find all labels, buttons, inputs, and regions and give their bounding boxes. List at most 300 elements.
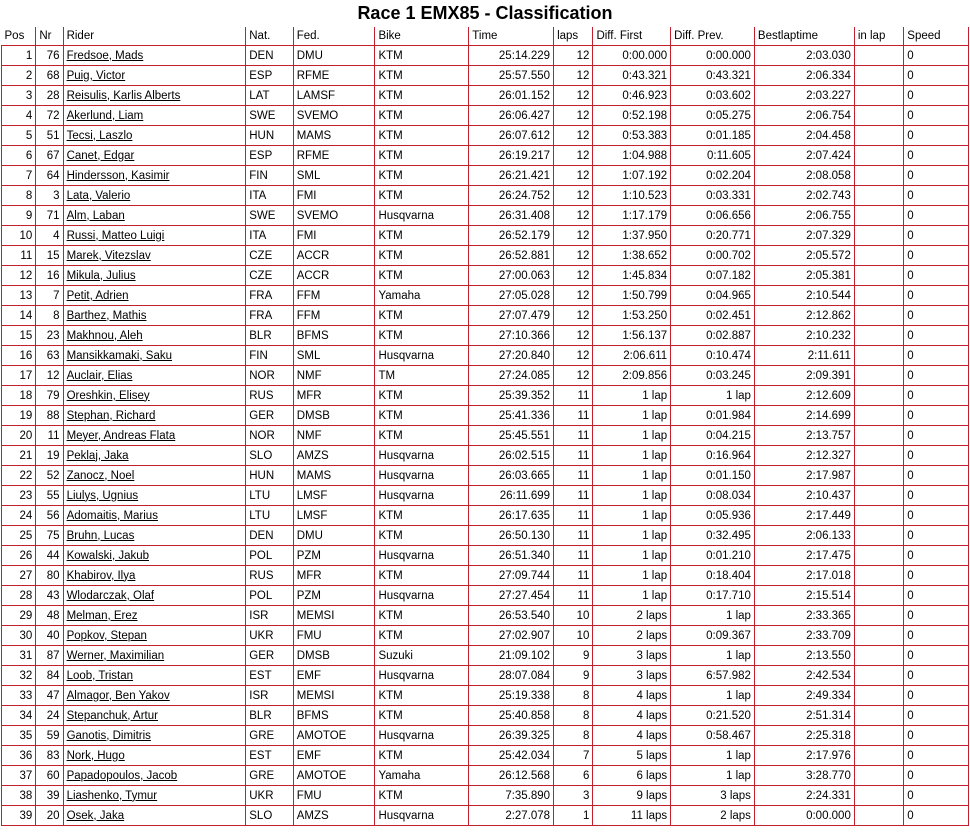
cell-bike: KTM bbox=[375, 526, 469, 546]
cell-diff-prev: 0:04.965 bbox=[671, 286, 755, 306]
cell-time: 25:41.336 bbox=[469, 406, 554, 426]
cell-diff-first: 0:43.321 bbox=[593, 66, 671, 86]
cell-speed: 0 bbox=[904, 486, 969, 506]
cell-speed: 0 bbox=[904, 526, 969, 546]
cell-in-lap bbox=[854, 666, 903, 686]
cell-bike: Husqvarna bbox=[375, 446, 469, 466]
table-row bbox=[2, 466, 969, 486]
cell-diff-prev: 0:02.204 bbox=[671, 166, 755, 186]
cell-in-lap bbox=[854, 206, 903, 226]
cell-time: 25:42.034 bbox=[469, 746, 554, 766]
cell-rider bbox=[63, 566, 246, 586]
table-row bbox=[2, 246, 969, 266]
rider-link[interactable]: Stepanchuk, Artur bbox=[66, 709, 158, 722]
cell-nat: NOR bbox=[246, 426, 293, 446]
rider-link[interactable]: Khabirov, Ilya bbox=[66, 569, 136, 582]
cell-fed: ACCR bbox=[293, 266, 375, 286]
cell-rider bbox=[63, 506, 246, 526]
cell-in-lap bbox=[854, 486, 903, 506]
cell-time: 27:10.366 bbox=[469, 326, 554, 346]
cell-laps: 12 bbox=[554, 186, 593, 206]
cell-time: 27:05.028 bbox=[469, 286, 554, 306]
cell-rider bbox=[63, 606, 246, 626]
table-row bbox=[2, 146, 969, 166]
cell-diff-first: 1:10.523 bbox=[593, 186, 671, 206]
rider-link[interactable]: Popkov, Stepan bbox=[66, 629, 147, 642]
table-row bbox=[2, 626, 969, 646]
cell-nat: FIN bbox=[246, 346, 293, 366]
cell-bike: KTM bbox=[375, 266, 469, 286]
cell-speed: 0 bbox=[904, 146, 969, 166]
cell-bike: Husqvarna bbox=[375, 586, 469, 606]
cell-fed: DMU bbox=[293, 46, 375, 66]
cell-nr: 76 bbox=[36, 46, 63, 66]
cell-laps: 11 bbox=[554, 446, 593, 466]
cell-bike: Yamaha bbox=[375, 286, 469, 306]
cell-pos: 32 bbox=[2, 666, 36, 686]
cell-bike: Husqvarna bbox=[375, 666, 469, 686]
cell-laps: 11 bbox=[554, 486, 593, 506]
cell-laps: 12 bbox=[554, 266, 593, 286]
cell-diff-prev: 0:01.185 bbox=[671, 126, 755, 146]
cell-nat: ISR bbox=[246, 686, 293, 706]
rider-link[interactable]: Osek, Jaka bbox=[66, 809, 125, 822]
cell-diff-first: 1 lap bbox=[593, 526, 671, 546]
cell-rider bbox=[63, 586, 246, 606]
cell-pos: 36 bbox=[2, 746, 36, 766]
cell-diff-first: 2 laps bbox=[593, 606, 671, 626]
rider-link[interactable]: Almagor, Ben Yakov bbox=[66, 689, 170, 702]
rider-link[interactable]: Canet, Edgar bbox=[66, 149, 135, 162]
cell-pos: 26 bbox=[2, 546, 36, 566]
rider-link[interactable]: Petit, Adrien bbox=[66, 289, 129, 302]
cell-pos: 10 bbox=[2, 226, 36, 246]
rider-link[interactable]: Ganotis, Dimitris bbox=[66, 729, 151, 742]
rider-link[interactable]: Barthez, Mathis bbox=[66, 309, 147, 322]
column-header-nat: Nat. bbox=[246, 27, 293, 46]
cell-rider bbox=[63, 786, 246, 806]
cell-pos: 28 bbox=[2, 586, 36, 606]
cell-pos: 30 bbox=[2, 626, 36, 646]
rider-link[interactable]: Reisulis, Karlis Alberts bbox=[66, 89, 181, 102]
cell-pos: 35 bbox=[2, 726, 36, 746]
rider-link[interactable]: Fredsoe, Mads bbox=[66, 49, 144, 62]
cell-bike: KTM bbox=[375, 166, 469, 186]
cell-nat: ESP bbox=[246, 146, 293, 166]
rider-link[interactable]: Makhnou, Aleh bbox=[66, 329, 143, 342]
cell-nr: 64 bbox=[36, 166, 63, 186]
cell-pos: 9 bbox=[2, 206, 36, 226]
cell-rider bbox=[63, 386, 246, 406]
cell-nat: BLR bbox=[246, 326, 293, 346]
cell-diff-first: 1:56.137 bbox=[593, 326, 671, 346]
rider-link[interactable]: Tecsi, Laszlo bbox=[66, 129, 133, 142]
rider-link[interactable]: Liulys, Ugnius bbox=[66, 489, 139, 502]
cell-in-lap bbox=[854, 606, 903, 626]
table-row bbox=[2, 486, 969, 506]
cell-fed: SVEMO bbox=[293, 106, 375, 126]
cell-laps: 10 bbox=[554, 626, 593, 646]
cell-speed: 0 bbox=[904, 786, 969, 806]
rider-link[interactable]: Papadopoulos, Jacob bbox=[66, 769, 178, 782]
cell-time: 27:24.085 bbox=[469, 366, 554, 386]
cell-diff-prev: 0:02.451 bbox=[671, 306, 755, 326]
cell-diff-first: 0:53.383 bbox=[593, 126, 671, 146]
table-row bbox=[2, 526, 969, 546]
cell-speed: 0 bbox=[904, 706, 969, 726]
cell-laps: 12 bbox=[554, 346, 593, 366]
rider-link[interactable]: Meyer, Andreas Flata bbox=[66, 429, 176, 442]
cell-diff-first: 4 laps bbox=[593, 726, 671, 746]
rider-link[interactable]: Oreshkin, Elisey bbox=[66, 389, 150, 402]
rider-link[interactable]: Wlodarczak, Olaf bbox=[66, 589, 155, 602]
cell-nr: 71 bbox=[36, 206, 63, 226]
cell-in-lap bbox=[854, 706, 903, 726]
rider-link[interactable]: Auclair, Elias bbox=[66, 369, 133, 382]
cell-diff-first: 2:09.856 bbox=[593, 366, 671, 386]
cell-speed: 0 bbox=[904, 606, 969, 626]
cell-in-lap bbox=[854, 526, 903, 546]
cell-nat: FRA bbox=[246, 306, 293, 326]
rider-link[interactable]: Lata, Valerio bbox=[66, 189, 131, 202]
cell-in-lap bbox=[854, 686, 903, 706]
rider-link[interactable]: Russi, Matteo Luigi bbox=[66, 229, 165, 242]
cell-nr: 4 bbox=[36, 226, 63, 246]
cell-nat: CZE bbox=[246, 266, 293, 286]
cell-in-lap bbox=[854, 186, 903, 206]
cell-diff-first: 5 laps bbox=[593, 746, 671, 766]
cell-laps: 1 bbox=[554, 806, 593, 826]
cell-in-lap bbox=[854, 806, 903, 826]
cell-nat: DEN bbox=[246, 46, 293, 66]
cell-bestlaptime: 2:17.976 bbox=[754, 746, 854, 766]
cell-laps: 12 bbox=[554, 226, 593, 246]
cell-speed: 0 bbox=[904, 586, 969, 606]
cell-bestlaptime: 2:33.709 bbox=[754, 626, 854, 646]
cell-bike: KTM bbox=[375, 226, 469, 246]
cell-fed: EMF bbox=[293, 666, 375, 686]
table-row bbox=[2, 386, 969, 406]
rider-link[interactable]: Hindersson, Kasimir bbox=[66, 169, 170, 182]
cell-bestlaptime: 2:49.334 bbox=[754, 686, 854, 706]
cell-nr: 63 bbox=[36, 346, 63, 366]
cell-diff-first: 1:04.988 bbox=[593, 146, 671, 166]
rider-link[interactable]: Mikula, Julius bbox=[66, 269, 136, 282]
cell-laps: 12 bbox=[554, 286, 593, 306]
cell-bestlaptime: 2:33.365 bbox=[754, 606, 854, 626]
cell-rider bbox=[63, 526, 246, 546]
cell-diff-prev: 0:03.245 bbox=[671, 366, 755, 386]
cell-diff-prev: 0:01.984 bbox=[671, 406, 755, 426]
cell-laps: 12 bbox=[554, 66, 593, 86]
cell-bike: KTM bbox=[375, 406, 469, 426]
table-row bbox=[2, 366, 969, 386]
cell-speed: 0 bbox=[904, 626, 969, 646]
cell-fed: LAMSF bbox=[293, 86, 375, 106]
cell-time: 26:02.515 bbox=[469, 446, 554, 466]
cell-rider bbox=[63, 766, 246, 786]
cell-nat: UKR bbox=[246, 786, 293, 806]
cell-fed: SML bbox=[293, 346, 375, 366]
cell-nat: LTU bbox=[246, 506, 293, 526]
cell-speed: 0 bbox=[904, 666, 969, 686]
cell-bestlaptime: 2:05.381 bbox=[754, 266, 854, 286]
cell-pos: 6 bbox=[2, 146, 36, 166]
rider-link[interactable]: Liashenko, Tymur bbox=[66, 789, 158, 802]
cell-speed: 0 bbox=[904, 226, 969, 246]
cell-in-lap bbox=[854, 46, 903, 66]
cell-diff-prev: 1 lap bbox=[671, 766, 755, 786]
cell-pos: 1 bbox=[2, 46, 36, 66]
cell-bestlaptime: 2:13.757 bbox=[754, 426, 854, 446]
cell-nr: 67 bbox=[36, 146, 63, 166]
rider-link[interactable]: Puig, Victor bbox=[66, 69, 126, 82]
cell-in-lap bbox=[854, 126, 903, 146]
cell-time: 7:35.890 bbox=[469, 786, 554, 806]
cell-bike: KTM bbox=[375, 246, 469, 266]
cell-nat: LAT bbox=[246, 86, 293, 106]
cell-fed: SVEMO bbox=[293, 206, 375, 226]
cell-nr: 56 bbox=[36, 506, 63, 526]
cell-bike: Yamaha bbox=[375, 766, 469, 786]
cell-speed: 0 bbox=[904, 686, 969, 706]
cell-bike: KTM bbox=[375, 746, 469, 766]
cell-pos: 19 bbox=[2, 406, 36, 426]
cell-nat: ESP bbox=[246, 66, 293, 86]
cell-diff-prev: 0:02.887 bbox=[671, 326, 755, 346]
table-row bbox=[2, 46, 969, 66]
cell-diff-first: 1 lap bbox=[593, 506, 671, 526]
cell-nr: 72 bbox=[36, 106, 63, 126]
rider-link[interactable]: Mansikkamaki, Saku bbox=[66, 349, 173, 362]
cell-bestlaptime: 2:06.754 bbox=[754, 106, 854, 126]
cell-in-lap bbox=[854, 566, 903, 586]
rider-link[interactable]: Stephan, Richard bbox=[66, 409, 156, 422]
cell-speed: 0 bbox=[904, 306, 969, 326]
cell-diff-prev: 0:04.215 bbox=[671, 426, 755, 446]
cell-pos: 29 bbox=[2, 606, 36, 626]
cell-time: 25:45.551 bbox=[469, 426, 554, 446]
cell-rider bbox=[63, 86, 246, 106]
cell-laps: 11 bbox=[554, 386, 593, 406]
cell-bike: KTM bbox=[375, 786, 469, 806]
cell-fed: MEMSI bbox=[293, 686, 375, 706]
cell-in-lap bbox=[854, 426, 903, 446]
cell-speed: 0 bbox=[904, 806, 969, 826]
rider-link[interactable]: Nork, Hugo bbox=[66, 749, 125, 762]
cell-nat: SLO bbox=[246, 446, 293, 466]
rider-link[interactable]: Bruhn, Lucas bbox=[66, 529, 135, 542]
cell-pos: 3 bbox=[2, 86, 36, 106]
cell-in-lap bbox=[854, 466, 903, 486]
cell-diff-first: 1 lap bbox=[593, 566, 671, 586]
cell-speed: 0 bbox=[904, 326, 969, 346]
cell-speed: 0 bbox=[904, 646, 969, 666]
cell-rider bbox=[63, 246, 246, 266]
cell-diff-first: 6 laps bbox=[593, 766, 671, 786]
table-row bbox=[2, 706, 969, 726]
cell-nr: 24 bbox=[36, 706, 63, 726]
cell-nr: 19 bbox=[36, 446, 63, 466]
cell-pos: 31 bbox=[2, 646, 36, 666]
cell-fed: AMZS bbox=[293, 446, 375, 466]
cell-rider bbox=[63, 106, 246, 126]
cell-nat: NOR bbox=[246, 366, 293, 386]
cell-rider bbox=[63, 46, 246, 66]
column-header-rider: Rider bbox=[63, 27, 246, 46]
cell-laps: 11 bbox=[554, 526, 593, 546]
cell-laps: 11 bbox=[554, 546, 593, 566]
cell-speed: 0 bbox=[904, 286, 969, 306]
cell-time: 27:00.063 bbox=[469, 266, 554, 286]
cell-in-lap bbox=[854, 646, 903, 666]
cell-diff-prev: 0:10.474 bbox=[671, 346, 755, 366]
cell-time: 25:14.229 bbox=[469, 46, 554, 66]
cell-bike: KTM bbox=[375, 566, 469, 586]
cell-bike: Husqvarna bbox=[375, 466, 469, 486]
cell-diff-prev: 0:32.495 bbox=[671, 526, 755, 546]
classification-table bbox=[1, 27, 969, 826]
cell-rider bbox=[63, 666, 246, 686]
rider-link[interactable]: Peklaj, Jaka bbox=[66, 449, 129, 462]
cell-nat: ITA bbox=[246, 226, 293, 246]
cell-time: 27:27.454 bbox=[469, 586, 554, 606]
rider-link[interactable]: Melman, Erez bbox=[66, 609, 138, 622]
rider-link[interactable]: Marek, Vitezslav bbox=[66, 249, 151, 262]
cell-diff-first: 0:00.000 bbox=[593, 46, 671, 66]
table-row bbox=[2, 426, 969, 446]
cell-time: 26:53.540 bbox=[469, 606, 554, 626]
cell-in-lap bbox=[854, 286, 903, 306]
table-row bbox=[2, 346, 969, 366]
cell-fed: FMU bbox=[293, 626, 375, 646]
cell-pos: 15 bbox=[2, 326, 36, 346]
rider-link[interactable]: Kowalski, Jakub bbox=[66, 549, 150, 562]
cell-speed: 0 bbox=[904, 106, 969, 126]
cell-nat: SLO bbox=[246, 806, 293, 826]
cell-nr: 43 bbox=[36, 586, 63, 606]
cell-speed: 0 bbox=[904, 406, 969, 426]
cell-fed: LMSF bbox=[293, 506, 375, 526]
cell-time: 26:52.179 bbox=[469, 226, 554, 246]
cell-pos: 13 bbox=[2, 286, 36, 306]
cell-bike: KTM bbox=[375, 626, 469, 646]
cell-nat: SWE bbox=[246, 106, 293, 126]
cell-diff-first: 1:17.179 bbox=[593, 206, 671, 226]
cell-nr: 51 bbox=[36, 126, 63, 146]
cell-fed: PZM bbox=[293, 546, 375, 566]
cell-in-lap bbox=[854, 226, 903, 246]
cell-fed: AMZS bbox=[293, 806, 375, 826]
cell-nat: POL bbox=[246, 546, 293, 566]
cell-rider bbox=[63, 306, 246, 326]
cell-laps: 12 bbox=[554, 106, 593, 126]
cell-fed: FMI bbox=[293, 186, 375, 206]
cell-time: 26:17.635 bbox=[469, 506, 554, 526]
cell-in-lap bbox=[854, 786, 903, 806]
cell-laps: 11 bbox=[554, 466, 593, 486]
cell-bike: KTM bbox=[375, 606, 469, 626]
cell-nat: GER bbox=[246, 406, 293, 426]
cell-rider bbox=[63, 126, 246, 146]
cell-pos: 37 bbox=[2, 766, 36, 786]
cell-nat: RUS bbox=[246, 566, 293, 586]
cell-diff-prev: 0:09.367 bbox=[671, 626, 755, 646]
rider-link[interactable]: Alm, Laban bbox=[66, 209, 125, 222]
cell-nr: 3 bbox=[36, 186, 63, 206]
rider-link[interactable]: Zanocz, Noel bbox=[66, 469, 135, 482]
rider-link[interactable]: Akerlund, Liam bbox=[66, 109, 144, 122]
cell-speed: 0 bbox=[904, 206, 969, 226]
cell-laps: 11 bbox=[554, 586, 593, 606]
cell-diff-prev: 0:08.034 bbox=[671, 486, 755, 506]
cell-diff-prev: 0:07.182 bbox=[671, 266, 755, 286]
cell-pos: 25 bbox=[2, 526, 36, 546]
cell-nr: 55 bbox=[36, 486, 63, 506]
cell-time: 26:21.421 bbox=[469, 166, 554, 186]
cell-laps: 12 bbox=[554, 326, 593, 346]
cell-speed: 0 bbox=[904, 546, 969, 566]
cell-diff-first: 1 lap bbox=[593, 446, 671, 466]
cell-diff-prev: 2 laps bbox=[671, 806, 755, 826]
rider-link[interactable]: Loob, Tristan bbox=[66, 669, 134, 682]
cell-diff-first: 1 lap bbox=[593, 386, 671, 406]
cell-time: 26:06.427 bbox=[469, 106, 554, 126]
cell-rider bbox=[63, 146, 246, 166]
rider-link[interactable]: Werner, Maximilian bbox=[66, 649, 165, 662]
cell-rider bbox=[63, 346, 246, 366]
cell-diff-first: 1 lap bbox=[593, 426, 671, 446]
cell-in-lap bbox=[854, 166, 903, 186]
cell-in-lap bbox=[854, 406, 903, 426]
cell-rider bbox=[63, 446, 246, 466]
cell-nr: 8 bbox=[36, 306, 63, 326]
cell-bestlaptime: 2:10.232 bbox=[754, 326, 854, 346]
cell-in-lap bbox=[854, 146, 903, 166]
cell-rider bbox=[63, 646, 246, 666]
cell-bike: Husqvarna bbox=[375, 206, 469, 226]
cell-nr: 44 bbox=[36, 546, 63, 566]
table-row bbox=[2, 566, 969, 586]
cell-fed: NMF bbox=[293, 426, 375, 446]
cell-bestlaptime: 2:51.314 bbox=[754, 706, 854, 726]
cell-nr: 80 bbox=[36, 566, 63, 586]
cell-nat: LTU bbox=[246, 486, 293, 506]
cell-speed: 0 bbox=[904, 566, 969, 586]
cell-nat: HUN bbox=[246, 126, 293, 146]
cell-time: 28:07.084 bbox=[469, 666, 554, 686]
cell-nr: 15 bbox=[36, 246, 63, 266]
cell-bestlaptime: 2:06.755 bbox=[754, 206, 854, 226]
column-header-diff-prev: Diff. Prev. bbox=[671, 27, 755, 46]
cell-diff-first: 1:07.192 bbox=[593, 166, 671, 186]
cell-rider bbox=[63, 186, 246, 206]
cell-pos: 5 bbox=[2, 126, 36, 146]
cell-pos: 38 bbox=[2, 786, 36, 806]
cell-time: 27:02.907 bbox=[469, 626, 554, 646]
cell-bestlaptime: 2:12.609 bbox=[754, 386, 854, 406]
cell-fed: RFME bbox=[293, 146, 375, 166]
rider-link[interactable]: Adomaitis, Marius bbox=[66, 509, 158, 522]
cell-in-lap bbox=[854, 306, 903, 326]
cell-rider bbox=[63, 806, 246, 826]
cell-bike: KTM bbox=[375, 426, 469, 446]
cell-time: 26:19.217 bbox=[469, 146, 554, 166]
cell-diff-first: 3 laps bbox=[593, 666, 671, 686]
column-header-in-lap: in lap bbox=[854, 27, 903, 46]
cell-fed: BFMS bbox=[293, 326, 375, 346]
cell-pos: 39 bbox=[2, 806, 36, 826]
